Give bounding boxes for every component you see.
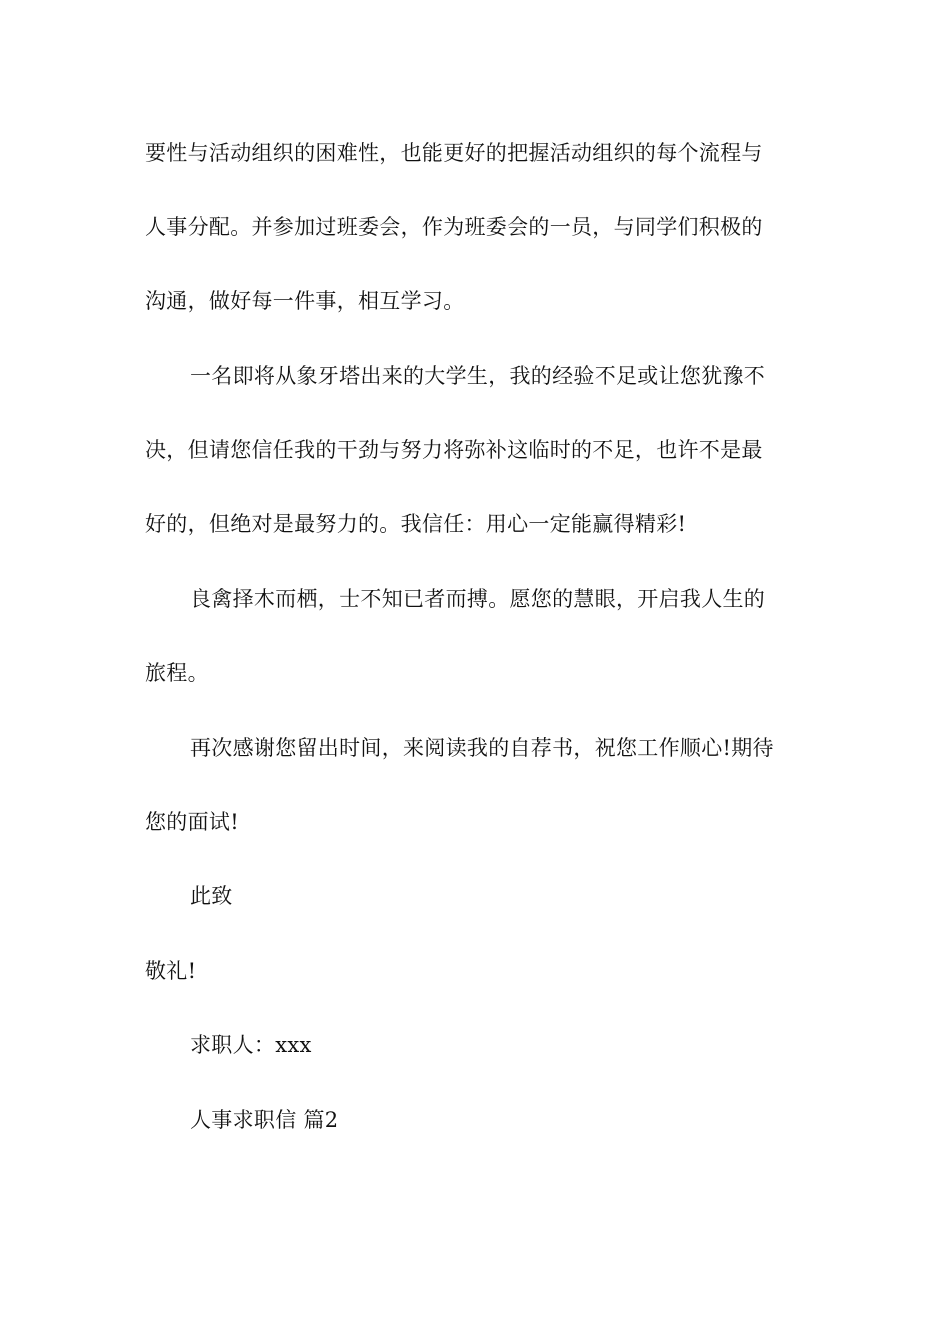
closing-salutation: 此致 — [190, 884, 233, 908]
paragraph-line: 好的，但绝对是最努力的。我信任：用心一定能赢得精彩! — [145, 512, 687, 536]
paragraph-line: 人事分配。并参加过班委会，作为班委会的一员，与同学们积极的 — [145, 215, 763, 239]
paragraph-line: 旅程。 — [145, 661, 209, 685]
paragraph-line: 沟通，做好每一件事，相互学习。 — [145, 289, 465, 313]
closing-regards: 敬礼! — [145, 959, 197, 983]
paragraph-line: 要性与活动组织的困难性，也能更好的把握活动组织的每个流程与 — [145, 141, 763, 165]
paragraph-line: 再次感谢您留出时间，来阅读我的自荐书，祝您工作顺心!期待 — [190, 736, 774, 760]
paragraph-line: 决，但请您信任我的干劲与努力将弥补这临时的不足，也许不是最 — [145, 438, 763, 462]
section-heading: 人事求职信 篇2 — [190, 1108, 339, 1132]
paragraph-line: 一名即将从象牙塔出来的大学生，我的经验不足或让您犹豫不 — [190, 364, 766, 388]
signature-line: 求职人：xxx — [190, 1033, 312, 1057]
paragraph-line: 良禽择木而栖，士不知已者而搏。愿您的慧眼，开启我人生的 — [190, 587, 766, 611]
paragraph-line: 您的面试! — [145, 810, 239, 834]
